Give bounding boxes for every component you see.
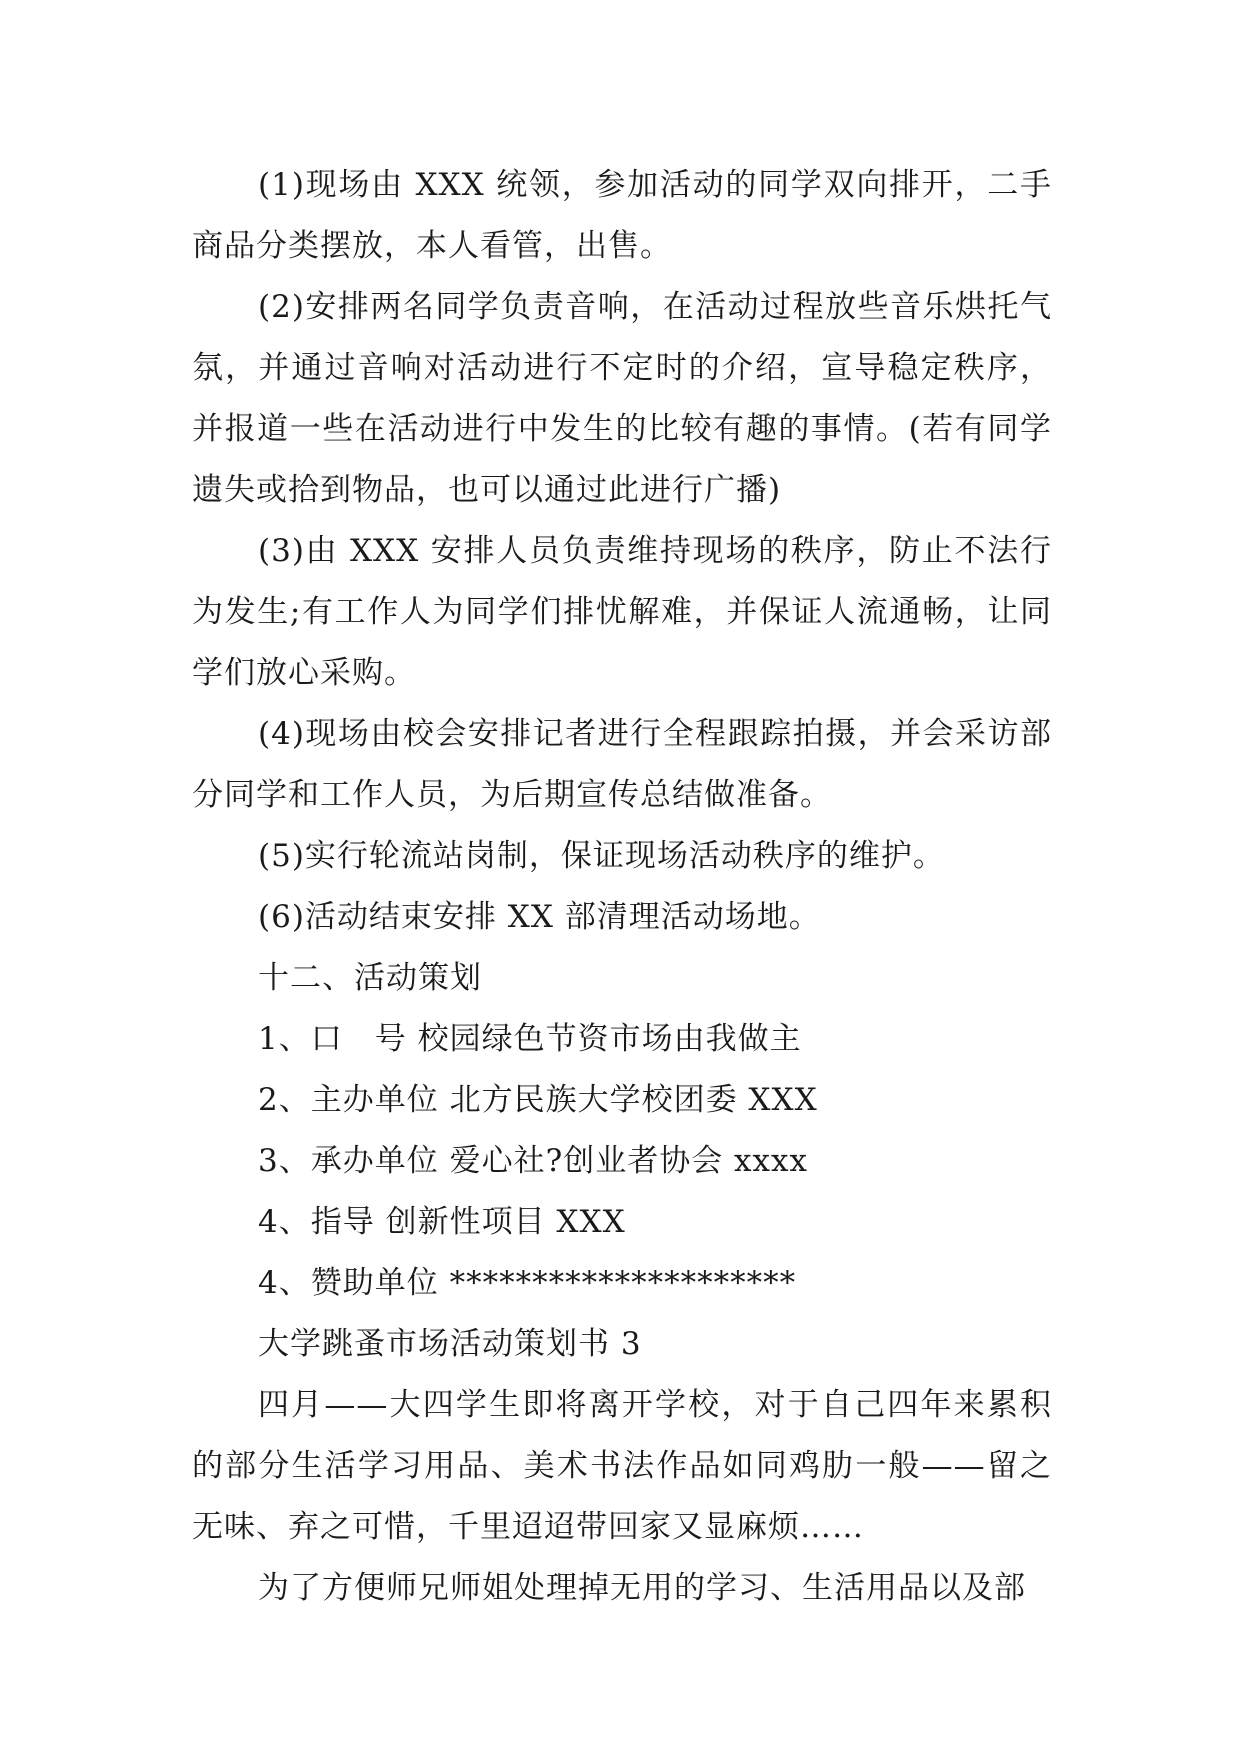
section-heading: 十二、活动策划 — [258, 960, 482, 996]
document-subtitle: 大学跳蚤市场活动策划书 3 — [258, 1326, 642, 1362]
intro-paragraph: 四月——大四学生即将离开学校，对于自己四年来累积的部分生活学习用品、美术书法作品如同鸡肋一般——留之无味、弃之可惜，千里迢迢带回家又显麻烦…… — [192, 1387, 1052, 1545]
document-body — [192, 155, 1052, 1619]
sponsor-line: 4、赞助单位 ********************* — [258, 1265, 797, 1301]
paragraph-item-4: (4)现场由校会安排记者进行全程跟踪拍摄，并会采访部分同学和工作人员，为后期宣传总结做准备。 — [192, 716, 1052, 813]
paragraph-item-5: (5)实行轮流站岗制，保证现场活动秩序的维护。 — [258, 838, 945, 874]
purpose-paragraph: 为了方便师兄师姐处理掉无用的学习、生活用品以及部 — [258, 1570, 1026, 1606]
paragraph-item-2: (2)安排两名同学负责音响，在活动过程放些音乐烘托气氛，并通过音响对活动进行不定时的介绍，宣导稳定秩序，并报道一些在活动进行中发生的比较有趣的事情。(若有同学遗失或拾到物品，也可以通过此进行广播) — [192, 289, 1052, 508]
host-line: 2、主办单位 北方民族大学校团委 XXX — [258, 1082, 818, 1118]
organizer-line: 3、承办单位 爱心社?创业者协会 xxxx — [258, 1143, 808, 1179]
paragraph-item-6: (6)活动结束安排 XX 部清理活动场地。 — [258, 899, 821, 935]
slogan-line: 1、口 号 校园绿色节资市场由我做主 — [258, 1021, 802, 1057]
paragraph-item-1: (1)现场由 XXX 统领，参加活动的同学双向排开，二手商品分类摆放，本人看管，出售。 — [192, 167, 1052, 264]
guidance-line: 4、指导 创新性项目 XXX — [258, 1204, 626, 1240]
paragraph-item-3: (3)由 XXX 安排人员负责维持现场的秩序，防止不法行为发生;有工作人为同学们排忧解难，并保证人流通畅，让同学们放心采购。 — [192, 533, 1052, 691]
